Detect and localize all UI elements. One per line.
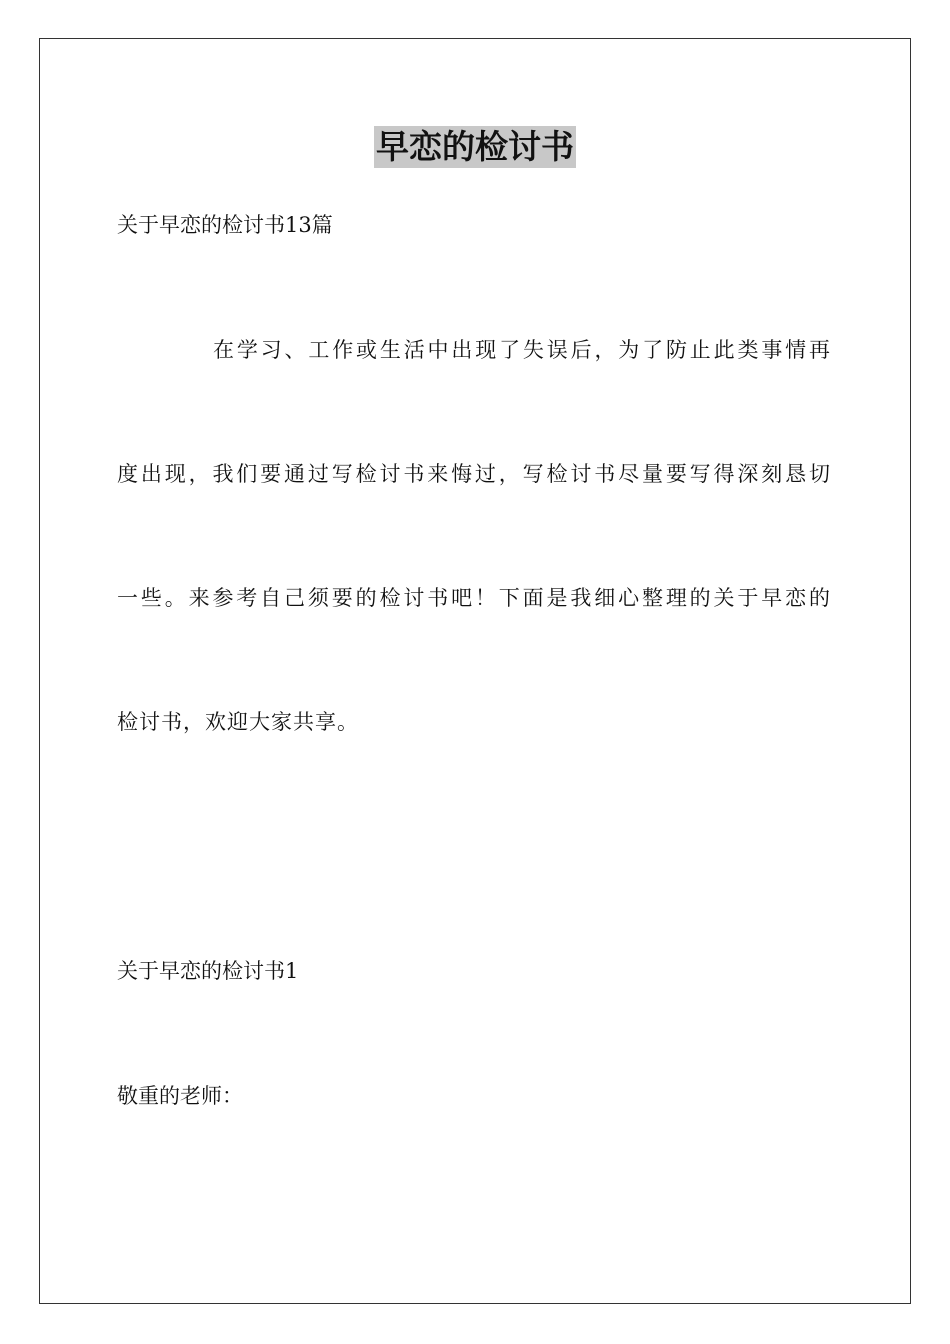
intro-line-4: 检讨书，欢迎大家共享。 [117, 710, 359, 734]
intro-line-3: 一些。来参考自己须要的检讨书吧！下面是我细心整理的关于早恋的 [117, 586, 831, 610]
intro-line-1: 在学习、工作或生活中出现了失误后，为了防止此类事情再 [213, 338, 831, 362]
title-container [0, 126, 950, 168]
intro-line-2: 度出现，我们要通过写检讨书来悔过，写检讨书尽量要写得深刻恳切 [117, 462, 831, 486]
salutation: 敬重的老师： [117, 1084, 243, 1108]
section-heading: 关于早恋的检讨书1 [117, 959, 299, 983]
document-subtitle: 关于早恋的检讨书13篇 [117, 213, 333, 237]
document-title: 早恋的检讨书 [376, 127, 574, 166]
